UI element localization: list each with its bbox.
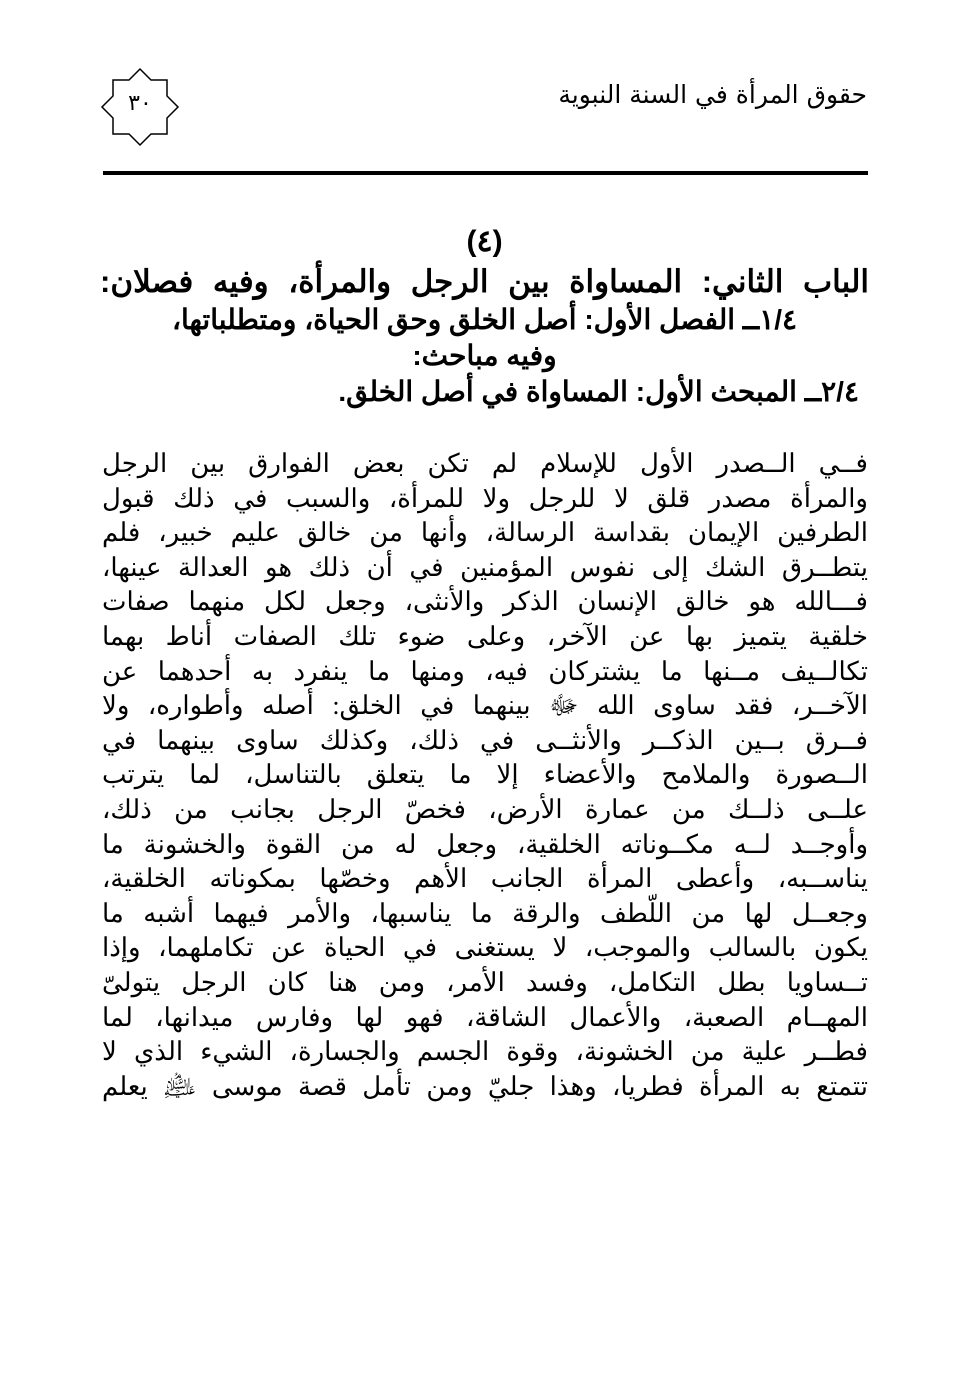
body-line: خلقية يتميز بها عن الآخر، وعلى ضوء تلك الصفات أناط بهما — [102, 621, 868, 651]
header-divider — [103, 171, 868, 175]
body-line: والمرأة مصدر قلق لا للرجل ولا للمرأة، والسبب في ذلك قبول — [102, 483, 868, 513]
body-text — [102, 447, 868, 1104]
book-title-header: حقوق المرأة في السنة النبوية — [558, 80, 867, 109]
topic-heading: ٢/٤ــ المبحث الأول: المساواة في أصل الخلق. — [338, 376, 859, 407]
body-line: المهــام الصعبة، والأعمال الشاقة، فهو لها وفارس ميدانها، لما — [102, 1002, 868, 1032]
body-line: علــى ذلــك من عمارة الأرض، فخصّ الرجل بجانب من ذلك، — [102, 794, 868, 824]
chapter-heading: الباب الثاني: المساواة بين الرجل والمرأة، وفيه فصلان: — [100, 264, 869, 299]
body-line: وأوجــد لــه مكــوناته الخلقية، وجعل له من القوة والخشونة ما — [102, 829, 868, 859]
section-heading-line2: وفيه مباحث: — [412, 340, 557, 371]
headings — [100, 222, 869, 410]
body-line: يكون بالسالب والموجب، لا يستغنى في الحياة عن تكاملهما، وإذا — [102, 933, 868, 963]
body-line: فــرق بــين الذكــر والأنثــى في ذلك، وكذلك ساوى بينهما في — [102, 725, 868, 755]
section-number: (٤) — [466, 225, 503, 258]
body-line: وجعــل لها من اللّطف والرقة ما يناسبها، والأمر فيهما أشبه ما — [102, 898, 868, 928]
body-line: الــصورة والملامح والأعضاء إلا ما يتعلق بالتناسل، لما يترتب — [102, 760, 868, 790]
body-line: يتطــرق الشك إلى نفوس المؤمنين في أن ذلك هو العدالة عينها، — [102, 552, 868, 582]
body-line: فطــر علية من الخشونة، وقوة الجسم والجسارة، الشيء الذي لا — [102, 1037, 868, 1067]
body-line: تــساويا بطل التكامل، وفسد الأمر، ومن هنا كان الرجل يتولىّ — [102, 967, 868, 997]
section-heading-line1: ١/٤ــ الفصل الأول: أصل الخلق وحق الحياة، ومتطلباتها، — [171, 304, 798, 335]
body-line: فـــالله هو خالق الإنسان الذكر والأنثى، وجعل لكل منهما صفات — [102, 587, 868, 617]
body-line: الطرفين الإيمان بقداسة الرسالة، وأنها من خالق عليم خبير، فلم — [102, 518, 868, 548]
body-line: تكالــيف مــنها ما يشتركان فيه، ومنها ما ينفرد به أحدهما عن — [102, 656, 868, 686]
body-line: تتمتع به المرأة فطريا، وهذا جليّ ومن تأمل قصة موسى ﵇ يعلم — [102, 1071, 868, 1101]
body-line: الآخــر، فقد ساوى الله ﷻ بينهما في الخلق: أصله وأطواره، ولا — [102, 691, 868, 721]
page-number: ٣٠ — [128, 91, 152, 116]
body-line: يناســبه، وأعطى المرأة الجانب الأهم وخصّها بمكوناته الخلقية، — [102, 864, 868, 894]
body-line: فــي الــصدر الأول للإسلام لم تكن بعض الفوارق بين الرجل — [102, 449, 868, 478]
page-number-badge — [100, 67, 180, 147]
